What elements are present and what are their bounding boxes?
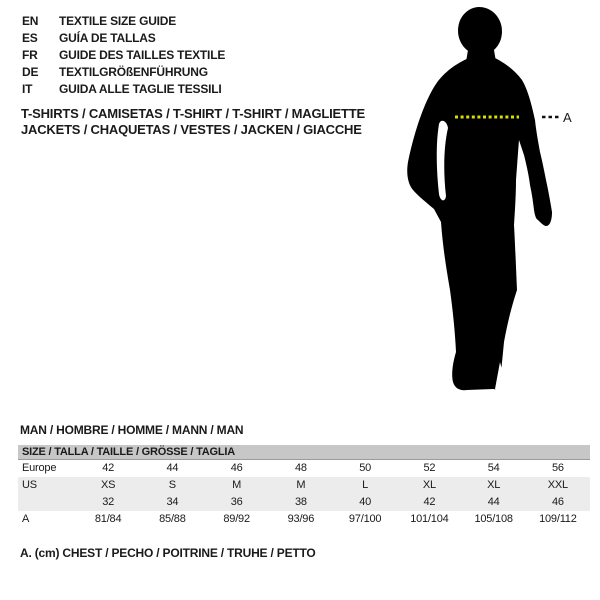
size-cell: 46 — [230, 462, 243, 474]
size-cell: 105/108 — [474, 513, 513, 525]
size-cell: 44 — [166, 462, 179, 474]
size-cell: L — [362, 479, 369, 491]
row-label: A — [22, 513, 30, 525]
language-row-es — [22, 30, 225, 47]
measurement-label-a: A — [563, 110, 572, 125]
language-code: IT — [22, 82, 33, 96]
size-cell: XXL — [547, 479, 568, 491]
language-row-it — [22, 81, 225, 98]
size-cell: M — [232, 479, 242, 491]
size-cell: 40 — [359, 496, 372, 508]
size-cell: 34 — [166, 496, 179, 508]
size-cell: 52 — [423, 462, 436, 474]
size-cell: 56 — [551, 462, 564, 474]
size-table — [18, 445, 590, 528]
man-silhouette-icon — [403, 2, 583, 398]
row-label: US — [22, 479, 37, 491]
size-cell: XL — [422, 479, 436, 491]
man-silhouette-figure — [403, 2, 583, 398]
section-title: MAN / HOMBRE / HOMME / MANN / MAN — [20, 423, 244, 437]
language-code: FR — [22, 48, 38, 62]
size-cell: M — [296, 479, 306, 491]
size-cell: 109/112 — [539, 513, 577, 525]
language-label: TEXTILE SIZE GUIDE — [59, 14, 177, 28]
size-cell: 50 — [359, 462, 372, 474]
size-cell: 36 — [230, 496, 243, 508]
language-list — [22, 13, 225, 98]
language-row-en — [22, 13, 225, 30]
size-cell: XS — [100, 479, 116, 491]
language-row-de — [22, 64, 225, 81]
table-row — [18, 494, 590, 511]
language-label: GUÍA DE TALLAS — [59, 31, 156, 45]
size-cell: 42 — [423, 496, 436, 508]
size-cell: XL — [487, 479, 501, 491]
size-cell: 101/104 — [410, 513, 449, 525]
size-cell: 81/84 — [94, 513, 122, 525]
size-cell: 42 — [102, 462, 115, 474]
table-row — [18, 477, 590, 494]
size-cell: 93/96 — [287, 513, 315, 525]
language-label: TEXTILGRÖßENFÜHRUNG — [59, 65, 208, 79]
category-line: JACKETS / CHAQUETAS / VESTES / JACKEN / GIACCHE — [21, 122, 362, 137]
size-cell: 32 — [102, 496, 115, 508]
language-row-fr — [22, 47, 225, 64]
size-cell: S — [168, 479, 176, 491]
row-label: Europe — [22, 462, 57, 474]
size-cell: 97/100 — [348, 513, 382, 525]
language-label: GUIDE DES TAILLES TEXTILE — [59, 48, 226, 62]
language-code: DE — [22, 65, 39, 79]
category-line: T-SHIRTS / CAMISETAS / T-SHIRT / T-SHIRT / MAGLIETTE — [21, 106, 365, 121]
table-row — [18, 511, 590, 528]
table-row — [18, 460, 590, 477]
size-table-body — [18, 460, 590, 528]
size-cell: 44 — [487, 496, 500, 508]
size-cell: 54 — [487, 462, 500, 474]
language-code: ES — [22, 31, 38, 45]
language-code: EN — [22, 14, 39, 28]
size-table-header: SIZE / TALLA / TAILLE / GRÖSSE / TAGLIA — [18, 445, 590, 460]
size-cell: 89/92 — [223, 513, 250, 525]
row-label — [18, 494, 76, 511]
size-cell: 85/88 — [159, 513, 186, 525]
size-cell: 46 — [551, 496, 564, 508]
size-cell: 38 — [294, 496, 307, 508]
language-label: GUIDA ALLE TAGLIE TESSILI — [59, 82, 222, 96]
measurement-footnote: A. (cm) CHEST / PECHO / POITRINE / TRUHE / PETTO — [20, 546, 316, 560]
size-cell: 48 — [294, 462, 307, 474]
category-lines — [21, 106, 365, 138]
